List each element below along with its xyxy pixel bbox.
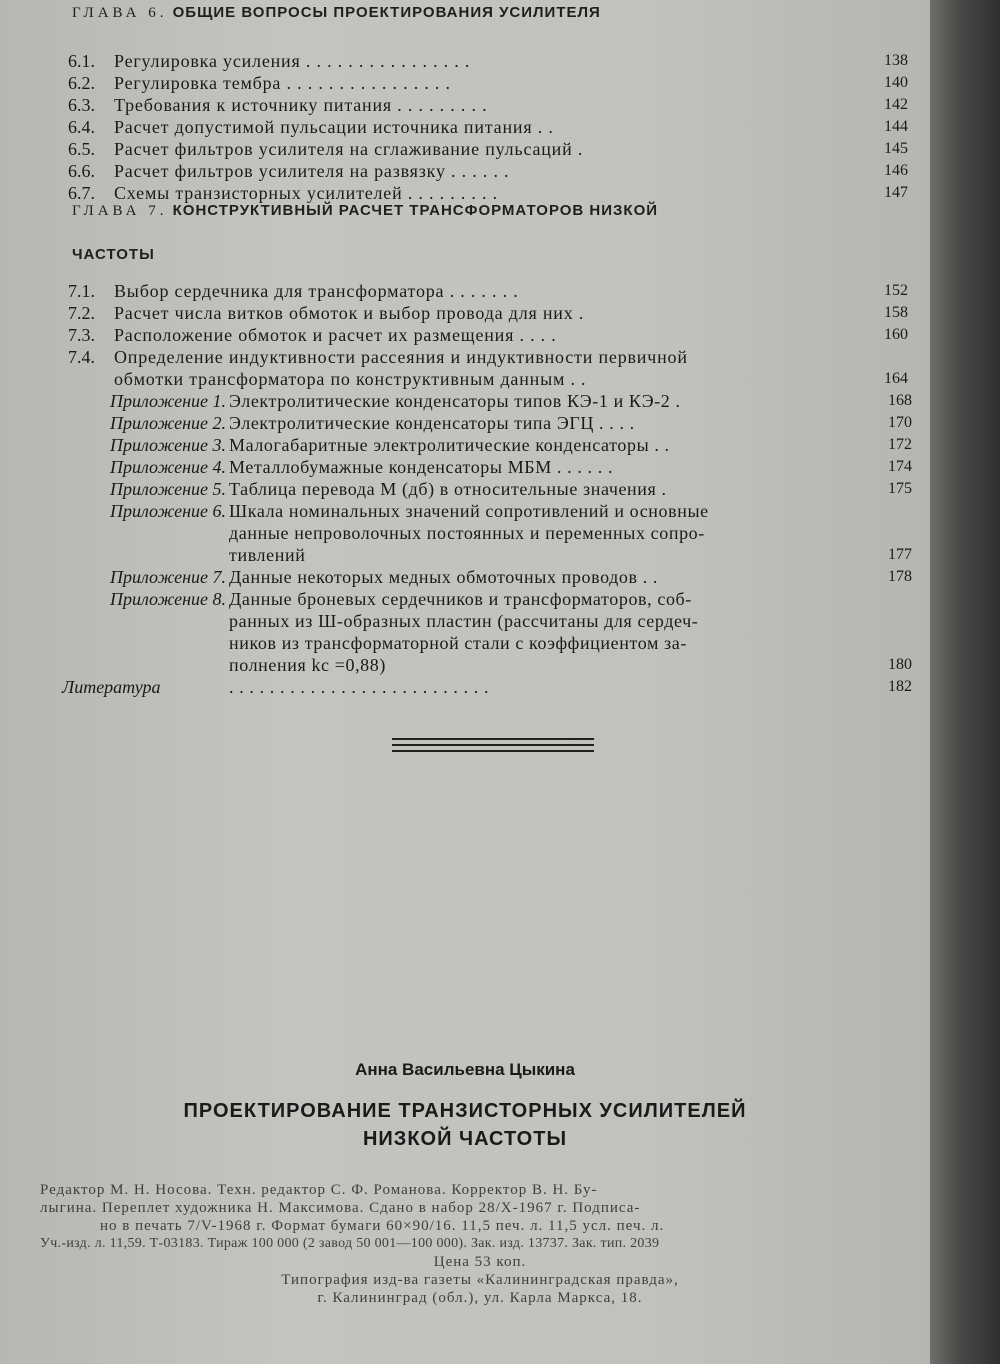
appendix-title-cont: полнения kc =0,88) [229,655,386,675]
toc-page: 138 [884,52,908,69]
toc-page: 180 [888,656,912,673]
chapter-7-heading-cont [72,246,872,263]
appendix-title: Данные броневых сердечников и трансформаторов, соб- [229,589,692,609]
imprint-line: но в печать 7/V-1968 г. Формат бумаги 60×90/16. 11,5 печ. л. 11,5 усл. печ. л. [100,1218,665,1234]
appendix-entry-cont [62,654,912,676]
toc-number: 6.6. [68,161,95,181]
chapter-title-cont: ЧАСТОТЫ [72,246,155,263]
appendix-entry-cont [62,610,912,632]
toc-entry [68,182,908,204]
appendix-entry [62,500,912,522]
divider-rule [392,738,594,740]
toc-title: Выбор сердечника для трансформатора . . . . . . . [114,281,519,301]
appendix-entry [62,390,912,412]
literature-entry [62,676,912,698]
toc-title: Требования к источнику питания . . . . . . . . . [114,95,488,115]
toc-number: 6.7. [68,183,95,203]
toc-page: 147 [884,184,908,201]
appendix-title: Данные некоторых медных обмоточных проводов . . [229,567,659,587]
appendix-title-cont: тивлений [229,545,306,565]
literature-label: Литература [62,677,161,697]
toc-title: Регулировка усиления . . . . . . . . . . . . . . . . [114,51,471,71]
appendix-title: Малогабаритные электролитические конденсаторы . . [229,435,670,455]
toc-page: 158 [884,304,908,321]
appendix-entry-cont [62,544,912,566]
appendix-label: Приложение 3. [109,435,226,455]
toc-entry [68,302,908,324]
appendix-entry [62,412,912,434]
appendix-label: Приложение 6. [109,501,226,521]
toc-page: 140 [884,74,908,91]
toc-entry [68,72,908,94]
toc-entry-cont [68,368,908,390]
toc-entry [68,50,908,72]
toc-number: 6.3. [68,95,95,115]
appendix-label: Приложение 7. [109,567,226,587]
toc-entry [68,138,908,160]
chapter-6-heading [72,4,872,22]
toc-page: 146 [884,162,908,179]
imprint-line: г. Калининград (обл.), ул. Карла Маркса, 18. [317,1290,643,1306]
appendix-title: Шкала номинальных значений сопротивлений и основные [229,501,709,521]
imprint-line: Типография изд-ва газеты «Калининградская правда», [281,1272,679,1288]
toc-number: 6.5. [68,139,95,159]
appendix-entry [62,478,912,500]
toc-entry [68,116,908,138]
toc-page: 172 [888,436,912,453]
appendix-entry-cont [62,632,912,654]
toc-number: 7.3. [68,325,95,345]
toc-page: 168 [888,392,912,409]
toc-number: 6.2. [68,73,95,93]
book-title-line-1: ПРОЕКТИРОВАНИЕ ТРАНЗИСТОРНЫХ УСИЛИТЕЛЕЙ [183,1100,747,1122]
appendix-title: Электролитические конденсаторы типа ЭГЦ . . . . [229,413,635,433]
chapter-7-heading [72,202,872,220]
author-name: Анна Васильевна Цыкина [355,1060,575,1079]
toc-number: 7.4. [68,347,95,367]
toc-title: Расчет допустимой пульсации источника питания . . [114,117,554,137]
appendix-title: Металлобумажные конденсаторы МБМ . . . . . . [229,457,614,477]
imprint-line: Уч.-изд. л. 11,59. Т-03183. Тираж 100 000 (2 завод 50 001—100 000). Зак. изд. 13737. Зак. тип. 2039 [40,1236,660,1251]
toc-entry [68,346,908,368]
chapter-title: ОБЩИЕ ВОПРОСЫ ПРОЕКТИРОВАНИЯ УСИЛИТЕЛЯ [172,4,601,21]
imprint-line: лыгина. Переплет художника Н. Максимова. Сдано в набор 28/X-1967 г. Подписа- [40,1200,641,1216]
toc-page: 144 [884,118,908,135]
toc-number: 7.1. [68,281,95,301]
appendix-entry [62,588,912,610]
toc-page: 175 [888,480,912,497]
divider-rule [392,744,594,746]
toc-title: Расположение обмоток и расчет их размещения . . . . [114,325,557,345]
toc-page: 182 [888,678,912,695]
toc-page: 177 [888,546,912,563]
appendix-entry [62,456,912,478]
appendix-title-cont: данные непроволочных постоянных и переменных сопро- [229,523,705,543]
toc-number: 7.2. [68,303,95,323]
chapter-label: ГЛАВА 7. [72,203,168,219]
appendix-label: Приложение 5. [109,479,226,499]
toc-title: Схемы транзисторных усилителей . . . . . . . . . [114,183,498,203]
appendix-title-cont: ранных из Ш-образных пластин (рассчитаны для сердеч- [229,611,699,631]
toc-page: 142 [884,96,908,113]
toc-entry [68,94,908,116]
appendix-label: Приложение 2. [109,413,226,433]
toc-page: 152 [884,282,908,299]
appendix-entry-cont [62,522,912,544]
toc-page: 160 [884,326,908,343]
appendix-title: Таблица перевода М (дб) в относительные значения . [229,479,667,499]
toc-page: 178 [888,568,912,585]
appendix-label: Приложение 1. [109,391,226,411]
toc-page: 145 [884,140,908,157]
toc-page: 170 [888,414,912,431]
toc-page: 164 [884,370,908,387]
appendix-title-cont: ников из трансформаторной стали с коэффициентом за- [229,633,687,653]
imprint-line: Редактор М. Н. Носова. Техн. редактор С. Ф. Романова. Корректор В. Н. Бу- [40,1182,598,1198]
toc-entry [68,160,908,182]
appendix-label: Приложение 8. [109,589,226,609]
book-title-line-2: НИЗКОЙ ЧАСТОТЫ [362,1128,568,1150]
toc-title: Расчет фильтров усилителя на сглаживание пульсаций . [114,139,584,159]
appendix-entry [62,566,912,588]
chapter-title: КОНСТРУКТИВНЫЙ РАСЧЕТ ТРАНСФОРМАТОРОВ НИЗКОЙ [172,202,659,219]
toc-number: 6.1. [68,51,95,71]
toc-number: 6.4. [68,117,95,137]
divider-rule [392,750,594,752]
toc-entry [68,280,908,302]
toc-title-cont: обмотки трансформатора по конструктивным данным . . [114,369,587,389]
book-spine-shadow [930,0,1000,1364]
literature-dots: . . . . . . . . . . . . . . . . . . . . . . . . . . [229,677,490,697]
appendix-title: Электролитические конденсаторы типов КЭ-1 и КЭ-2 . [229,391,681,411]
toc-title: Расчет фильтров усилителя на развязку . . . . . . [114,161,510,181]
appendix-label: Приложение 4. [109,457,226,477]
toc-page: 174 [888,458,912,475]
toc-entry [68,324,908,346]
chapter-label: ГЛАВА 6. [72,5,168,21]
toc-title: Расчет числа витков обмоток и выбор провода для них . [114,303,585,323]
appendix-entry [62,434,912,456]
imprint-line: Цена 53 коп. [433,1254,527,1270]
toc-title: Регулировка тембра . . . . . . . . . . . . . . . . [114,73,451,93]
toc-title: Определение индуктивности рассеяния и индуктивности первичной [114,347,688,367]
